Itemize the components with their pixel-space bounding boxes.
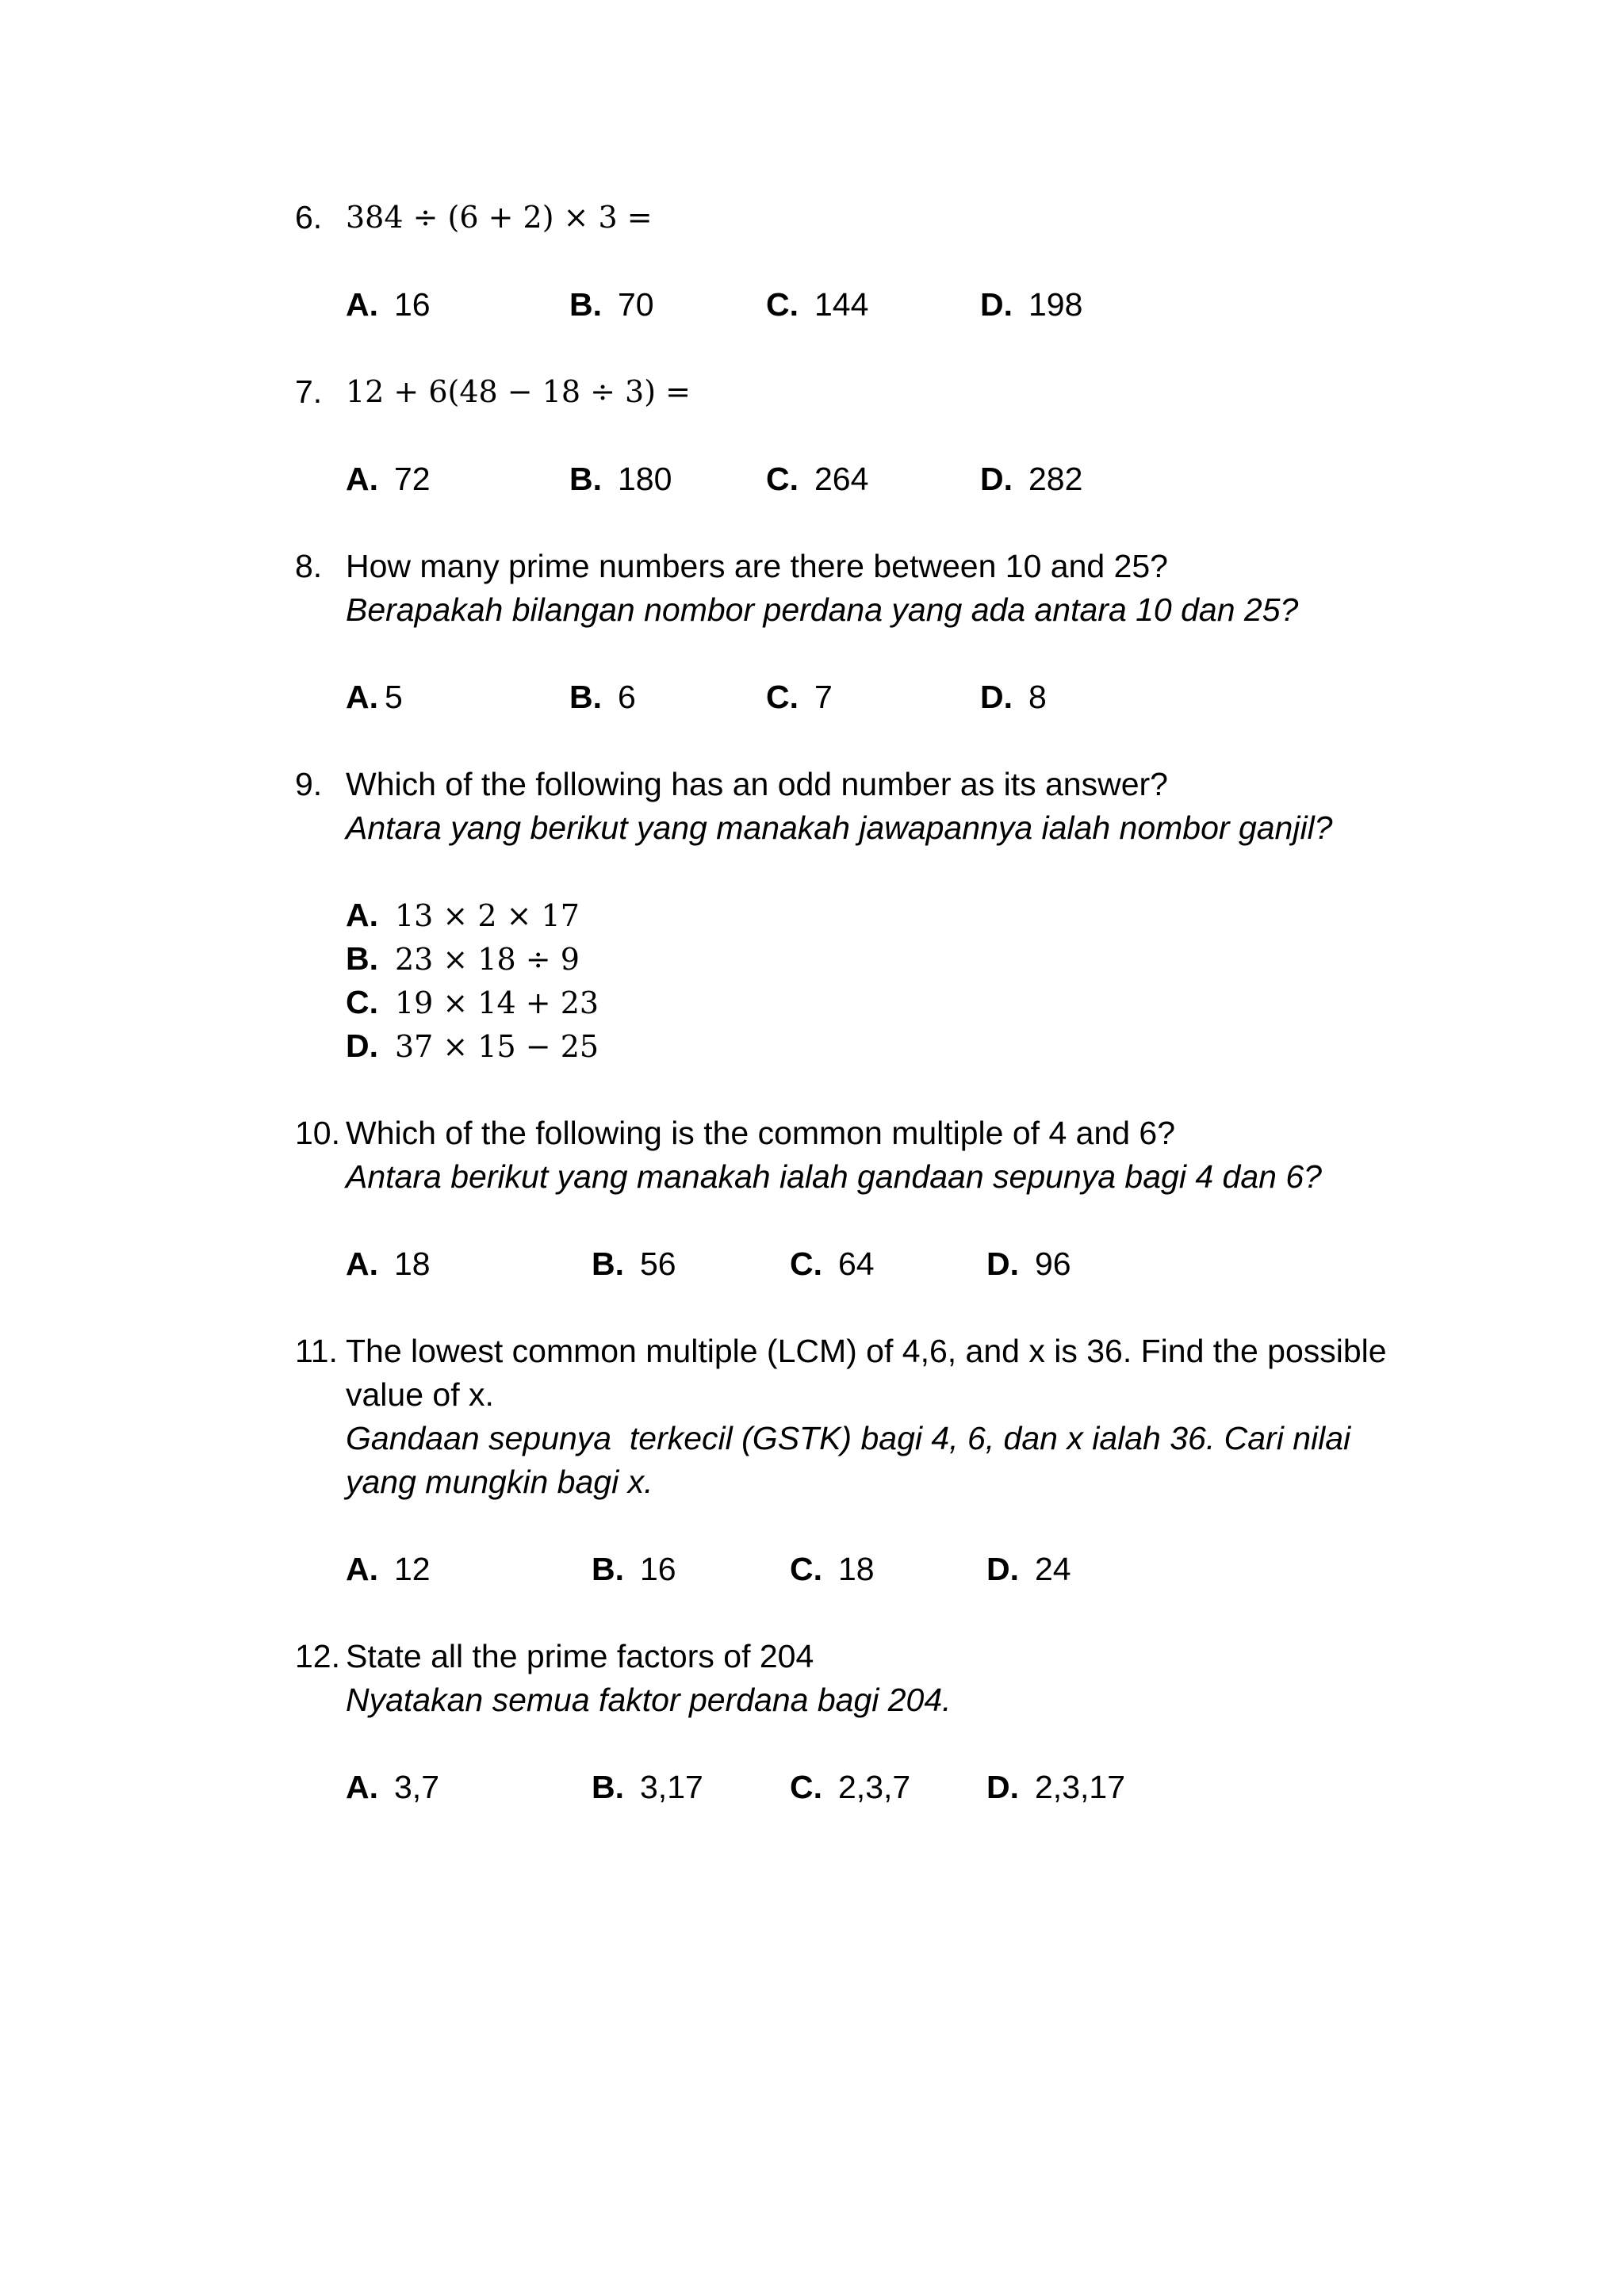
question-number: 10.: [295, 1115, 340, 1151]
question-text-ms-line2: yang mungkin bagi x.: [346, 1464, 653, 1500]
option-b[interactable]: B. 23 × 18 ÷ 9: [346, 940, 580, 977]
question-text-ms: Berapakah bilangan nombor perdana yang ada antara 10 dan 25?: [346, 591, 1299, 628]
question-text-ms-line1: Gandaan sepunya terkecil (GSTK) bagi 4, 6, dan x ialah 36. Cari nilai: [346, 1420, 1351, 1456]
option-d[interactable]: D. 24: [986, 1551, 1071, 1587]
option-a[interactable]: A. 5: [346, 679, 403, 715]
question-number: 11.: [295, 1333, 338, 1369]
option-d[interactable]: D. 8: [980, 679, 1047, 715]
option-d[interactable]: D. 37 × 15 − 25: [346, 1027, 599, 1064]
option-a[interactable]: A. 12: [346, 1551, 431, 1587]
option-b[interactable]: B. 3,17: [592, 1769, 703, 1805]
option-a[interactable]: A. 18: [346, 1246, 431, 1282]
option-d[interactable]: D. 198: [980, 286, 1083, 323]
option-a[interactable]: A. 13 × 2 × 17: [346, 897, 580, 933]
question-text-ms: Antara berikut yang manakah ialah gandaan sepunya bagi 4 dan 6?: [346, 1158, 1322, 1195]
option-c[interactable]: C. 7: [766, 679, 833, 715]
question-text-en: State all the prime factors of 204: [346, 1638, 814, 1674]
option-d[interactable]: D. 2,3,17: [986, 1769, 1125, 1805]
question-expression: 384 ÷ (6 + 2) × 3 =: [346, 200, 653, 235]
option-b[interactable]: B. 6: [569, 679, 636, 715]
question-number: 8.: [295, 548, 323, 584]
question-text-en: How many prime numbers are there between 10 and 25?: [346, 548, 1168, 584]
option-c[interactable]: C. 144: [766, 286, 869, 323]
question-text-ms: Antara yang berikut yang manakah jawapannya ialah nombor ganjil?: [346, 809, 1333, 846]
question-text-en-line1: The lowest common multiple (LCM) of 4,6, and x is 36. Find the possible: [346, 1333, 1387, 1369]
question-text-ms: Nyatakan semua faktor perdana bagi 204.: [346, 1682, 952, 1718]
question-number: 7.: [295, 373, 323, 410]
option-c[interactable]: C. 2,3,7: [790, 1769, 911, 1805]
option-c[interactable]: C. 18: [790, 1551, 875, 1587]
option-b[interactable]: B. 70: [569, 286, 654, 323]
question-number: 9.: [295, 766, 323, 802]
question-expression: 12 + 6(48 − 18 ÷ 3) =: [346, 374, 691, 409]
question-text-en-line2: value of x.: [346, 1376, 494, 1413]
option-a[interactable]: A. 3,7: [346, 1769, 439, 1805]
question-text-en: Which of the following has an odd number as its answer?: [346, 766, 1168, 802]
option-c[interactable]: C. 19 × 14 + 23: [346, 984, 599, 1020]
option-b[interactable]: B. 56: [592, 1246, 676, 1282]
option-a[interactable]: A. 72: [346, 461, 431, 497]
option-c[interactable]: C. 64: [790, 1246, 875, 1282]
option-d[interactable]: D. 282: [980, 461, 1083, 497]
option-b[interactable]: B. 180: [569, 461, 672, 497]
question-text-en: Which of the following is the common multiple of 4 and 6?: [346, 1115, 1176, 1151]
option-a[interactable]: A. 16: [346, 286, 431, 323]
option-b[interactable]: B. 16: [592, 1551, 676, 1587]
question-number: 12.: [295, 1638, 340, 1674]
question-number: 6.: [295, 199, 323, 235]
option-d[interactable]: D. 96: [986, 1246, 1071, 1282]
option-c[interactable]: C. 264: [766, 461, 869, 497]
